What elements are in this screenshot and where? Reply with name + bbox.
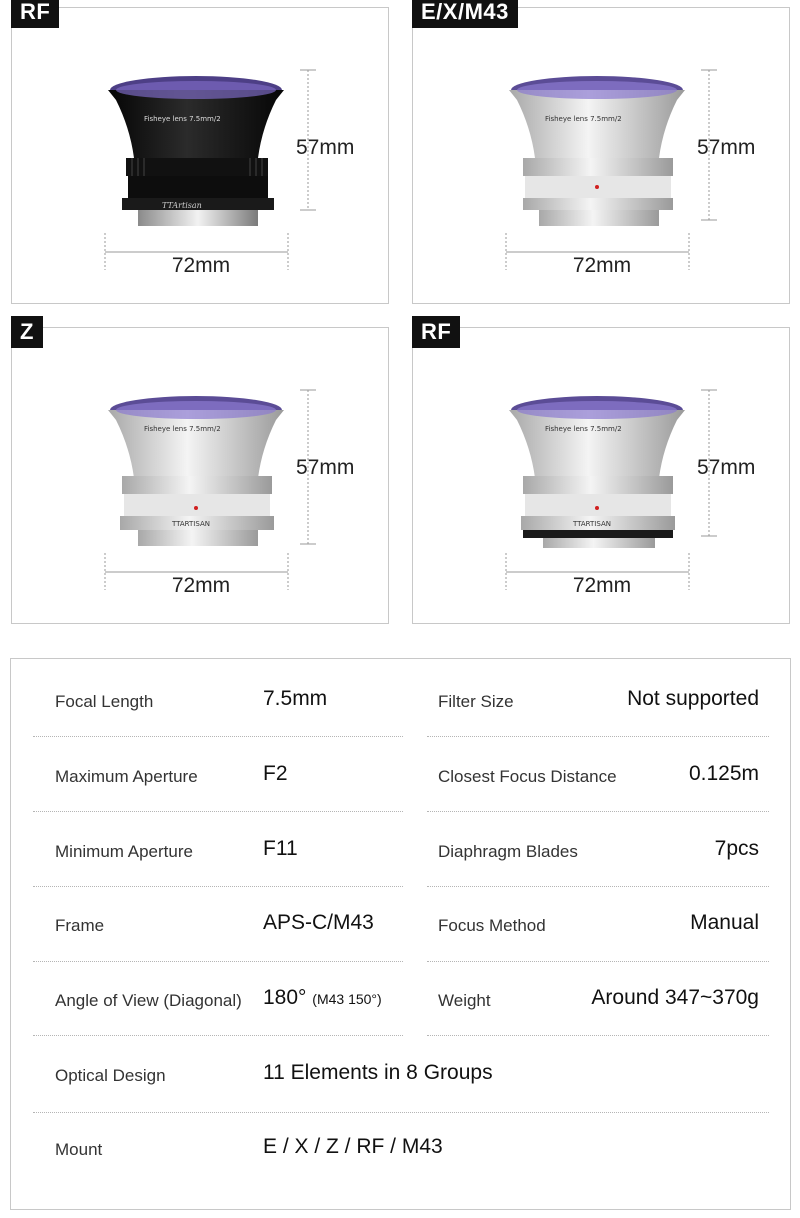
spec-value <box>263 986 382 1010</box>
spec-row <box>11 958 792 1033</box>
spec-value: APS-C/M43 <box>263 911 374 934</box>
spec-value: Not supported <box>627 687 759 710</box>
spec-value: F11 <box>263 837 298 860</box>
lens-engraving: Fisheye lens 7.5mm/2 <box>144 425 221 433</box>
spec-label: Focus Method <box>438 916 546 935</box>
lens-engraving: Fisheye lens 7.5mm/2 <box>545 425 622 433</box>
spec-label: Minimum Aperture <box>55 842 193 861</box>
spec-label: Focal Length <box>55 692 154 711</box>
spec-label: Angle of View (Diagonal) <box>55 991 242 1010</box>
spec-label: Frame <box>55 916 105 935</box>
spec-label: Optical Design <box>55 1066 166 1085</box>
spec-row <box>11 809 792 884</box>
spec-value: 11 Elements in 8 Groups <box>263 1061 493 1084</box>
spec-label: Mount <box>55 1140 103 1159</box>
lens-engraving: Fisheye lens 7.5mm/2 <box>144 115 221 123</box>
spec-table <box>10 658 791 1210</box>
lens-panel-z-silver <box>11 319 389 624</box>
spec-value: 7.5mm <box>263 687 328 710</box>
spec-row <box>11 659 792 734</box>
lens-panel-rf-silver <box>412 319 790 624</box>
width-dimension: 72mm <box>171 574 231 597</box>
mount-tag: RF <box>11 0 59 28</box>
mount-tag: E/X/M43 <box>412 0 518 28</box>
brand-engraving: TTARTISAN <box>172 520 210 528</box>
spec-label: Diaphragm Blades <box>438 842 578 861</box>
mount-tag: Z <box>11 316 43 348</box>
brand-engraving: TTARTISAN <box>573 520 611 528</box>
mount-tag: RF <box>412 316 460 348</box>
lens-panel-exm43-silver <box>412 0 790 304</box>
spec-value: E / X / Z / RF / M43 <box>263 1135 443 1158</box>
height-dimension: 57mm <box>697 136 756 159</box>
lens-panel-rf-black <box>11 0 389 304</box>
lens-engraving: Fisheye lens 7.5mm/2 <box>545 115 622 123</box>
spec-value: Around 347~370g <box>591 986 759 1009</box>
brand-engraving: TTArtisan <box>162 201 202 210</box>
angle-value: 180° <box>263 986 307 1009</box>
height-dimension: 57mm <box>296 136 355 159</box>
height-dimension: 57mm <box>697 456 756 479</box>
width-dimension: 72mm <box>572 574 632 597</box>
height-dimension: 57mm <box>296 456 355 479</box>
spec-value: F2 <box>263 762 288 785</box>
spec-label: Weight <box>438 991 491 1010</box>
angle-note: (M43 150°) <box>312 991 382 1007</box>
spec-row <box>11 1033 792 1108</box>
spec-row <box>11 1107 792 1182</box>
spec-label: Closest Focus Distance <box>438 767 617 786</box>
spec-value: 7pcs <box>714 837 759 860</box>
width-dimension: 72mm <box>572 254 632 277</box>
spec-label: Filter Size <box>438 692 514 711</box>
width-dimension: 72mm <box>171 254 231 277</box>
spec-row <box>11 883 792 958</box>
spec-row <box>11 734 792 809</box>
spec-value: Manual <box>690 911 759 934</box>
spec-label: Maximum Aperture <box>55 767 198 786</box>
spec-value: 0.125m <box>688 762 759 785</box>
